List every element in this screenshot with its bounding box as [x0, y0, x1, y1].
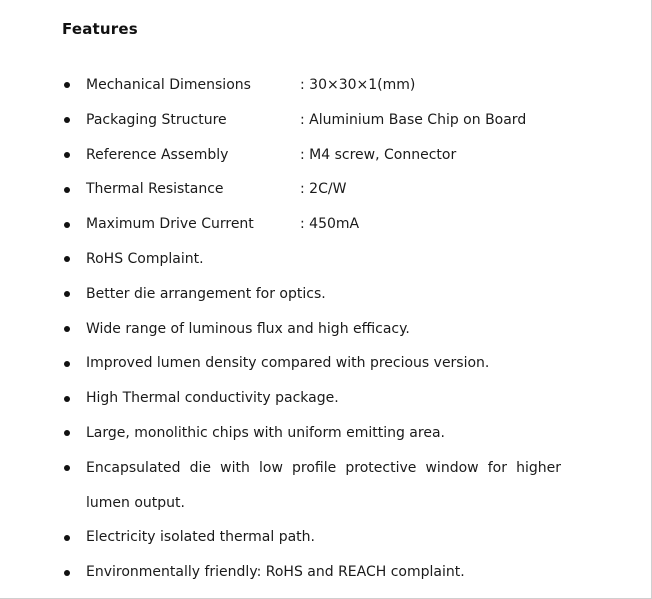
bullet-icon — [64, 187, 70, 193]
feature-item — [0, 312, 652, 347]
feature-item — [0, 346, 652, 381]
bullet-icon — [64, 396, 70, 402]
feature-text: Wide range of luminous flux and high efficacy. — [86, 320, 410, 337]
features-heading: Features — [62, 20, 138, 38]
bullet-icon — [64, 430, 70, 436]
bullet-icon — [64, 152, 70, 158]
feature-text: Electricity isolated thermal path. — [86, 529, 315, 546]
bullet-icon — [64, 361, 70, 367]
feature-text: Improved lumen density compared with precious version. — [86, 355, 490, 372]
bullet-icon — [64, 570, 70, 576]
spec-value: : M4 screw, Connector — [300, 146, 457, 163]
feature-text: Better die arrangement for optics. — [86, 285, 326, 302]
spec-value: : 450mA — [300, 216, 360, 233]
spec-label: Packaging Structure — [86, 111, 227, 128]
feature-item — [0, 451, 652, 521]
bullet-icon — [64, 117, 70, 123]
spec-value: : 30×30×1(mm) — [300, 77, 416, 93]
feature-text: Encapsulated die with low profile protective window for higher lumen output. — [86, 459, 561, 511]
spec-item-thermal-resistance — [0, 172, 652, 207]
bullet-icon — [64, 222, 70, 228]
features-list — [0, 68, 652, 590]
spec-item-dimensions — [0, 68, 652, 103]
spec-item-assembly — [0, 138, 652, 173]
feature-text: Environmentally friendly: RoHS and REACH complaint. — [86, 564, 465, 581]
feature-item — [0, 242, 652, 277]
bullet-icon — [64, 535, 70, 541]
bullet-icon — [64, 465, 70, 471]
bullet-icon — [64, 326, 70, 332]
feature-text: High Thermal conductivity package. — [86, 390, 339, 407]
spec-label: Maximum Drive Current — [86, 216, 254, 233]
feature-item — [0, 416, 652, 451]
bullet-icon — [64, 82, 70, 88]
feature-item — [0, 381, 652, 416]
spec-value: : 2C/W — [300, 181, 347, 198]
feature-item — [0, 277, 652, 312]
feature-item — [0, 555, 652, 590]
bullet-icon — [64, 291, 70, 297]
feature-text: RoHS Complaint. — [86, 250, 204, 267]
spec-item-drive-current — [0, 207, 652, 242]
spec-label: Reference Assembly — [86, 146, 229, 163]
spec-item-packaging — [0, 103, 652, 138]
spec-label: Thermal Resistance — [86, 181, 224, 198]
feature-text: Large, monolithic chips with uniform emitting area. — [86, 424, 445, 441]
feature-item — [0, 520, 652, 555]
spec-label: Mechanical Dimensions — [86, 77, 251, 93]
bullet-icon — [64, 256, 70, 262]
spec-value: : Aluminium Base Chip on Board — [300, 111, 527, 128]
